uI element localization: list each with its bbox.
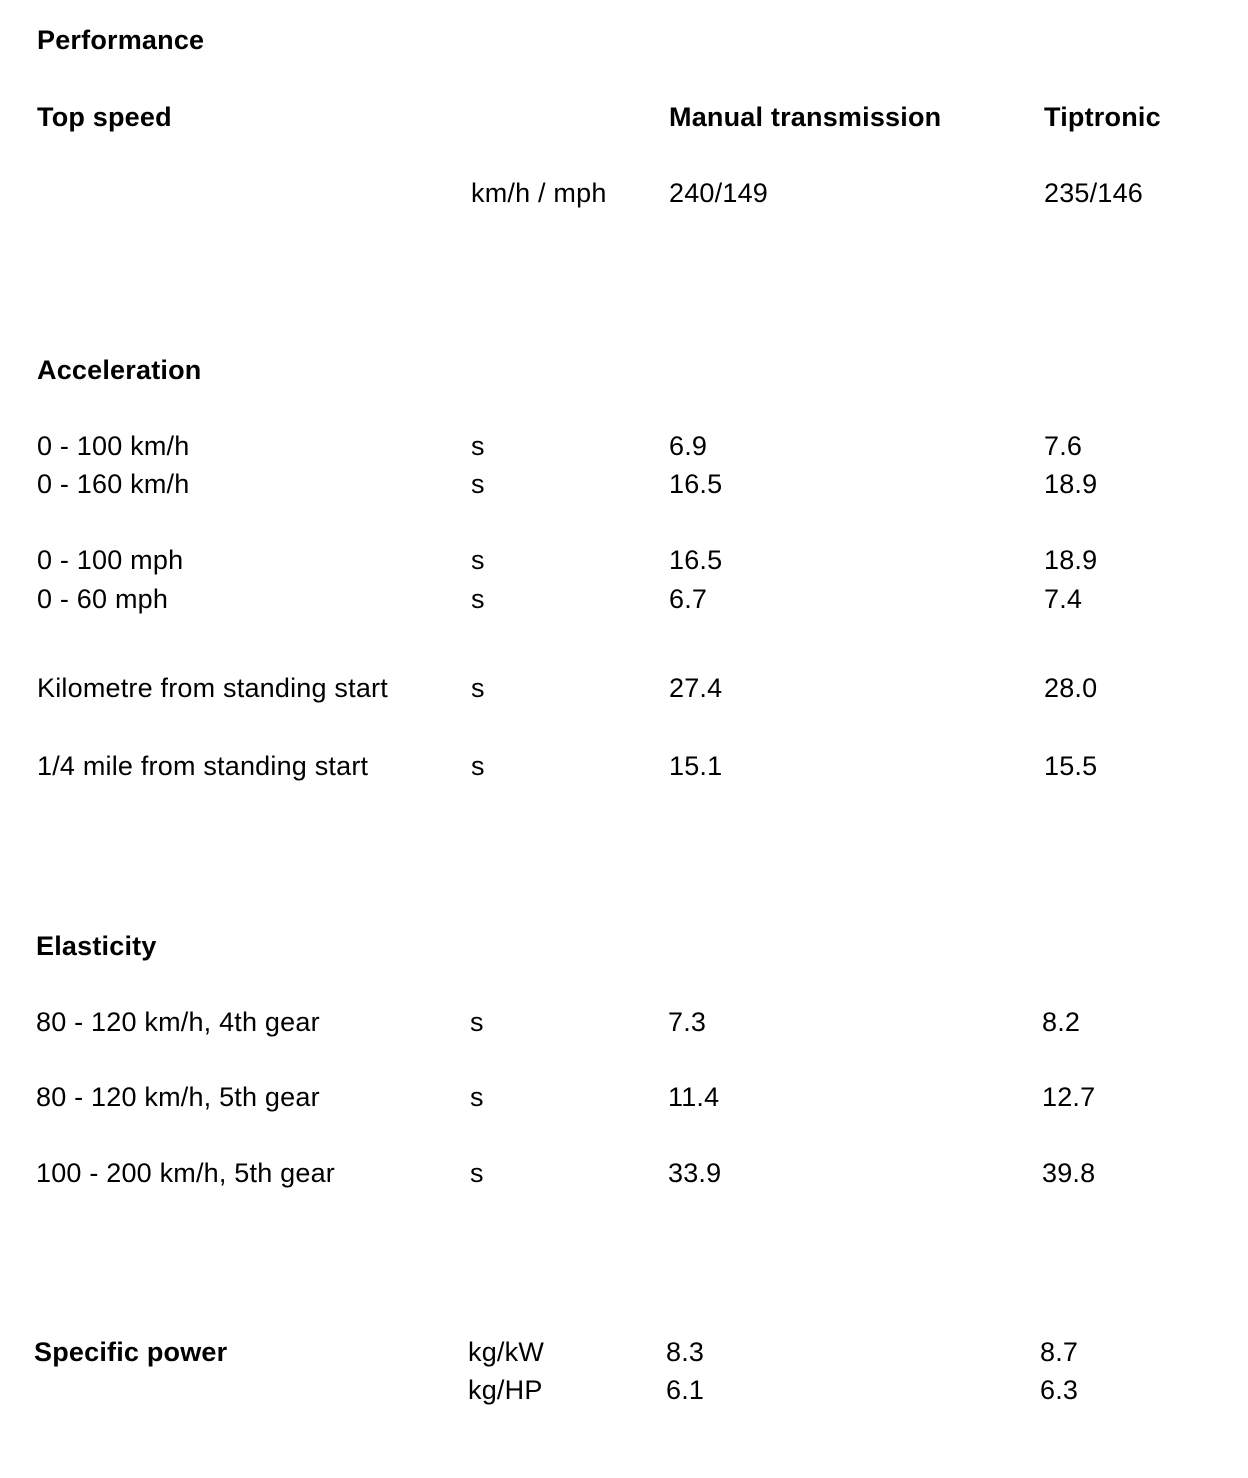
row-unit: s bbox=[471, 584, 485, 614]
row-manual-value: 16.5 bbox=[669, 545, 723, 575]
row-manual-value: 8.3 bbox=[666, 1337, 705, 1367]
row-tiptronic-value: 18.9 bbox=[1044, 545, 1098, 575]
row-label: 80 - 120 km/h, 5th gear bbox=[36, 1082, 320, 1112]
page-title: Performance bbox=[37, 25, 205, 55]
row-manual-value: 15.1 bbox=[669, 751, 723, 781]
row-unit: kg/kW bbox=[468, 1337, 545, 1367]
row-unit: s bbox=[471, 469, 485, 499]
row-tiptronic-value: 8.2 bbox=[1042, 1007, 1081, 1037]
section-heading-elasticity: Elasticity bbox=[36, 931, 157, 961]
row-unit: s bbox=[471, 673, 485, 703]
row-label: 0 - 100 km/h bbox=[37, 431, 190, 461]
top-speed-tiptronic: 235/146 bbox=[1044, 178, 1143, 208]
row-unit: s bbox=[471, 751, 485, 781]
row-manual-value: 16.5 bbox=[669, 469, 723, 499]
row-manual-value: 6.9 bbox=[669, 431, 708, 461]
column-header-manual: Manual transmission bbox=[669, 102, 942, 132]
row-label: 0 - 60 mph bbox=[37, 584, 169, 614]
row-tiptronic-value: 6.3 bbox=[1040, 1375, 1079, 1405]
row-manual-value: 27.4 bbox=[669, 673, 723, 703]
row-tiptronic-value: 7.4 bbox=[1044, 584, 1083, 614]
row-manual-value: 11.4 bbox=[668, 1082, 720, 1112]
row-manual-value: 6.1 bbox=[666, 1375, 705, 1405]
row-tiptronic-value: 15.5 bbox=[1044, 751, 1098, 781]
row-unit: s bbox=[471, 545, 485, 575]
row-tiptronic-value: 28.0 bbox=[1044, 673, 1098, 703]
row-unit: s bbox=[470, 1007, 484, 1037]
row-unit: kg/HP bbox=[468, 1375, 543, 1405]
row-manual-value: 6.7 bbox=[669, 584, 708, 614]
top-speed-manual: 240/149 bbox=[669, 178, 768, 208]
row-tiptronic-value: 8.7 bbox=[1040, 1337, 1079, 1367]
row-manual-value: 7.3 bbox=[668, 1007, 707, 1037]
row-unit: s bbox=[470, 1082, 484, 1112]
row-tiptronic-value: 12.7 bbox=[1042, 1082, 1096, 1112]
row-unit: s bbox=[470, 1158, 484, 1188]
column-header-tiptronic: Tiptronic bbox=[1044, 102, 1161, 132]
row-label: 0 - 160 km/h bbox=[37, 469, 190, 499]
row-label: 80 - 120 km/h, 4th gear bbox=[36, 1007, 320, 1037]
row-manual-value: 33.9 bbox=[668, 1158, 722, 1188]
row-label: Kilometre from standing start bbox=[37, 673, 388, 703]
row-unit: s bbox=[471, 431, 485, 461]
section-heading-acceleration: Acceleration bbox=[37, 355, 202, 385]
row-label: 100 - 200 km/h, 5th gear bbox=[36, 1158, 335, 1188]
row-tiptronic-value: 7.6 bbox=[1044, 431, 1083, 461]
row-tiptronic-value: 39.8 bbox=[1042, 1158, 1096, 1188]
section-heading-top-speed: Top speed bbox=[37, 102, 172, 132]
top-speed-unit: km/h / mph bbox=[471, 178, 607, 208]
row-tiptronic-value: 18.9 bbox=[1044, 469, 1098, 499]
row-label: 1/4 mile from standing start bbox=[37, 751, 369, 781]
row-label: 0 - 100 mph bbox=[37, 545, 184, 575]
section-heading-specific-power: Specific power bbox=[34, 1337, 228, 1367]
